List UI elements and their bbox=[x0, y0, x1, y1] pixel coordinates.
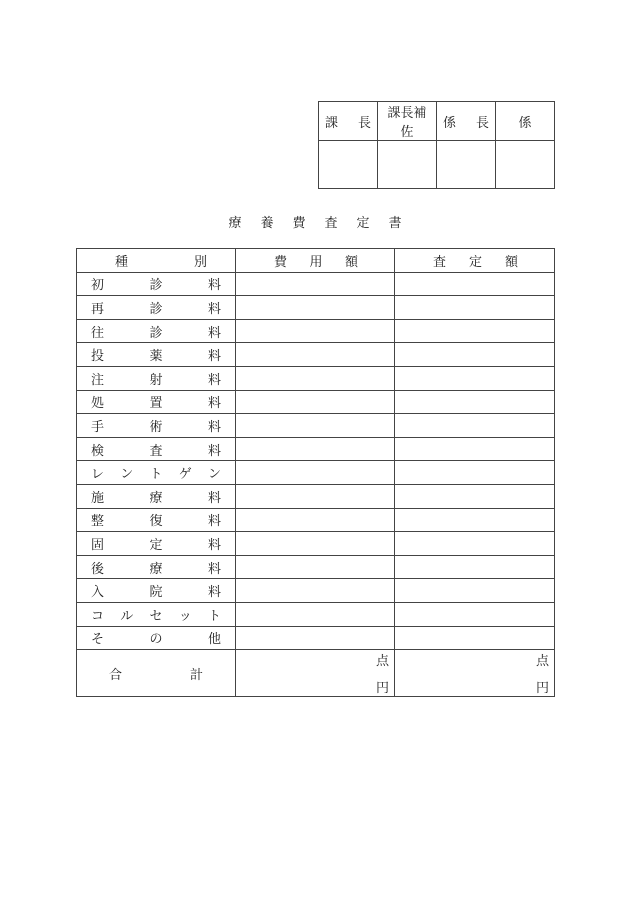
char: ト bbox=[149, 467, 163, 483]
table-row bbox=[77, 602, 555, 626]
char: ル bbox=[120, 608, 134, 624]
char: の bbox=[149, 632, 163, 648]
approval-stamp-box bbox=[378, 141, 437, 189]
char: ン bbox=[207, 467, 221, 483]
cost-amount-cell[interactable] bbox=[236, 366, 395, 390]
cost-amount-cell[interactable] bbox=[236, 626, 395, 650]
char: 薬 bbox=[149, 349, 163, 365]
char: 合 bbox=[109, 667, 123, 683]
approval-stamp-box bbox=[496, 141, 555, 189]
assessed-amount-cell[interactable] bbox=[395, 296, 555, 320]
category-label bbox=[77, 369, 235, 388]
cost-total-cell[interactable] bbox=[236, 650, 395, 697]
char: 置 bbox=[149, 396, 163, 412]
char: 療 bbox=[149, 490, 163, 506]
table-row bbox=[77, 343, 555, 367]
total-label bbox=[77, 664, 235, 683]
cost-amount-cell[interactable] bbox=[236, 437, 395, 461]
table-row bbox=[77, 437, 555, 461]
column-header-label bbox=[77, 251, 235, 270]
char: 係 bbox=[518, 115, 532, 131]
char: 査 bbox=[433, 254, 447, 270]
char: 料 bbox=[207, 396, 221, 412]
column-header-label bbox=[395, 251, 554, 270]
char: 療 bbox=[149, 561, 163, 577]
category-label bbox=[77, 605, 235, 624]
category-label bbox=[77, 440, 235, 459]
document-title: 療養費査定書 bbox=[228, 216, 421, 231]
assessed-amount-cell[interactable] bbox=[395, 272, 555, 296]
char: 入 bbox=[91, 585, 105, 601]
char: 診 bbox=[149, 301, 163, 317]
assessed-amount-cell[interactable] bbox=[395, 508, 555, 532]
assessed-amount-cell[interactable] bbox=[395, 414, 555, 438]
assessed-amount-cell[interactable] bbox=[395, 532, 555, 556]
char: レ bbox=[91, 467, 105, 483]
char: 課 bbox=[325, 115, 339, 131]
total-row bbox=[77, 650, 555, 697]
char: 定 bbox=[468, 254, 482, 270]
cost-amount-cell[interactable] bbox=[236, 343, 395, 367]
char: ッ bbox=[178, 608, 192, 624]
char: 診 bbox=[149, 278, 163, 294]
unit-points-label: 点 bbox=[535, 654, 549, 670]
char: 料 bbox=[207, 325, 221, 341]
category-cell bbox=[77, 296, 236, 320]
category-label bbox=[77, 628, 235, 647]
unit-yen-label: 円 bbox=[535, 681, 549, 697]
category-label bbox=[77, 416, 235, 435]
char: セ bbox=[149, 608, 163, 624]
approval-header-label bbox=[437, 112, 495, 131]
char: 課長補佐 bbox=[387, 106, 427, 140]
cost-amount-cell[interactable] bbox=[236, 602, 395, 626]
table-row bbox=[77, 272, 555, 296]
category-label bbox=[77, 345, 235, 364]
unit-labels bbox=[395, 650, 554, 696]
column-header-label bbox=[236, 251, 394, 270]
cost-amount-cell[interactable] bbox=[236, 319, 395, 343]
category-label bbox=[77, 463, 235, 482]
cost-amount-cell[interactable] bbox=[236, 296, 395, 320]
char: 往 bbox=[91, 325, 105, 341]
table-row bbox=[77, 366, 555, 390]
assessed-amount-cell[interactable] bbox=[395, 555, 555, 579]
category-cell bbox=[77, 579, 236, 603]
table-row bbox=[77, 579, 555, 603]
assessed-amount-cell[interactable] bbox=[395, 626, 555, 650]
char: 投 bbox=[91, 349, 105, 365]
char: 別 bbox=[193, 254, 207, 270]
char: 診 bbox=[149, 325, 163, 341]
table-row bbox=[77, 626, 555, 650]
char: 術 bbox=[149, 419, 163, 435]
assessed-amount-cell[interactable] bbox=[395, 579, 555, 603]
char: 長 bbox=[357, 115, 371, 131]
approval-stamp-box bbox=[319, 141, 378, 189]
char: 定 bbox=[149, 537, 163, 553]
char: 他 bbox=[207, 632, 221, 648]
column-header-category bbox=[77, 249, 236, 273]
char: 施 bbox=[91, 490, 105, 506]
table-row bbox=[77, 484, 555, 508]
char: 査 bbox=[149, 443, 163, 459]
char: 料 bbox=[207, 349, 221, 365]
column-header-cost bbox=[236, 249, 395, 273]
category-label bbox=[77, 558, 235, 577]
char: 料 bbox=[207, 585, 221, 601]
char: 処 bbox=[91, 396, 105, 412]
category-cell bbox=[77, 272, 236, 296]
assessment-table bbox=[76, 248, 555, 697]
approval-header-section-chief bbox=[319, 102, 378, 141]
char: 長 bbox=[475, 115, 489, 131]
char: 額 bbox=[344, 254, 358, 270]
approval-stamp-box bbox=[437, 141, 496, 189]
category-label bbox=[77, 510, 235, 529]
cost-amount-cell[interactable] bbox=[236, 390, 395, 414]
char: 用 bbox=[309, 254, 323, 270]
char: 初 bbox=[91, 278, 105, 294]
char: 料 bbox=[207, 537, 221, 553]
category-label bbox=[77, 322, 235, 341]
char: 料 bbox=[207, 561, 221, 577]
char: ン bbox=[120, 467, 134, 483]
char: 種 bbox=[115, 254, 129, 270]
table-row bbox=[77, 532, 555, 556]
cost-amount-cell[interactable] bbox=[236, 272, 395, 296]
category-label bbox=[77, 298, 235, 317]
char: 額 bbox=[504, 254, 518, 270]
char: 注 bbox=[91, 372, 105, 388]
char: 料 bbox=[207, 301, 221, 317]
approval-header-label bbox=[496, 112, 554, 131]
category-cell bbox=[77, 484, 236, 508]
char: 院 bbox=[149, 585, 163, 601]
unit-yen-label: 円 bbox=[375, 681, 389, 697]
table-header-row bbox=[77, 249, 555, 273]
unit-labels bbox=[236, 650, 394, 696]
category-cell bbox=[77, 508, 236, 532]
approval-header-label bbox=[319, 112, 377, 131]
assessed-amount-cell[interactable] bbox=[395, 319, 555, 343]
category-cell bbox=[77, 414, 236, 438]
char: 料 bbox=[207, 514, 221, 530]
cost-amount-cell[interactable] bbox=[236, 414, 395, 438]
category-cell bbox=[77, 626, 236, 650]
char: 料 bbox=[207, 490, 221, 506]
table-row bbox=[77, 508, 555, 532]
char: 計 bbox=[189, 667, 203, 683]
table-row bbox=[77, 319, 555, 343]
approval-header-staff bbox=[496, 102, 555, 141]
char: ト bbox=[207, 608, 221, 624]
category-cell bbox=[77, 555, 236, 579]
total-label-cell bbox=[77, 650, 236, 697]
assessed-amount-cell[interactable] bbox=[395, 366, 555, 390]
table-row bbox=[77, 390, 555, 414]
category-cell bbox=[77, 319, 236, 343]
table-row bbox=[77, 296, 555, 320]
char: 検 bbox=[91, 443, 105, 459]
char: 手 bbox=[91, 419, 105, 435]
assessed-amount-cell[interactable] bbox=[395, 602, 555, 626]
char: 後 bbox=[91, 561, 105, 577]
category-label bbox=[77, 534, 235, 553]
category-cell bbox=[77, 532, 236, 556]
char: 係 bbox=[443, 115, 457, 131]
cost-amount-cell[interactable] bbox=[236, 555, 395, 579]
char: 固 bbox=[91, 537, 105, 553]
char: 料 bbox=[207, 419, 221, 435]
category-cell bbox=[77, 390, 236, 414]
approval-header-subsection-chief bbox=[437, 102, 496, 141]
category-label bbox=[77, 274, 235, 293]
cost-amount-cell[interactable] bbox=[236, 484, 395, 508]
char: 費 bbox=[274, 254, 288, 270]
category-label bbox=[77, 392, 235, 411]
category-label bbox=[77, 581, 235, 600]
approval-header-deputy-chief bbox=[378, 102, 437, 141]
table-row bbox=[77, 555, 555, 579]
char: 料 bbox=[207, 372, 221, 388]
assessed-amount-cell[interactable] bbox=[395, 484, 555, 508]
approval-header-label bbox=[378, 102, 436, 140]
char: そ bbox=[91, 632, 105, 648]
approval-stamp-table bbox=[318, 101, 555, 189]
char: 整 bbox=[91, 514, 105, 530]
table-row bbox=[77, 461, 555, 485]
char: 料 bbox=[207, 278, 221, 294]
category-cell bbox=[77, 461, 236, 485]
char: ゲ bbox=[178, 467, 192, 483]
column-header-assessed bbox=[395, 249, 555, 273]
table-row bbox=[77, 414, 555, 438]
cost-amount-cell[interactable] bbox=[236, 461, 395, 485]
cost-amount-cell[interactable] bbox=[236, 532, 395, 556]
char: 射 bbox=[149, 372, 163, 388]
assessed-total-cell[interactable] bbox=[395, 650, 555, 697]
char: 復 bbox=[149, 514, 163, 530]
category-cell bbox=[77, 343, 236, 367]
char: 再 bbox=[91, 301, 105, 317]
category-label bbox=[77, 487, 235, 506]
assessed-amount-cell[interactable] bbox=[395, 343, 555, 367]
assessed-amount-cell[interactable] bbox=[395, 390, 555, 414]
unit-points-label: 点 bbox=[375, 654, 389, 670]
char: 料 bbox=[207, 443, 221, 459]
category-cell bbox=[77, 602, 236, 626]
assessed-amount-cell[interactable] bbox=[395, 461, 555, 485]
assessed-amount-cell[interactable] bbox=[395, 437, 555, 461]
cost-amount-cell[interactable] bbox=[236, 508, 395, 532]
cost-amount-cell[interactable] bbox=[236, 579, 395, 603]
category-cell bbox=[77, 437, 236, 461]
char: コ bbox=[91, 608, 105, 624]
category-cell bbox=[77, 366, 236, 390]
